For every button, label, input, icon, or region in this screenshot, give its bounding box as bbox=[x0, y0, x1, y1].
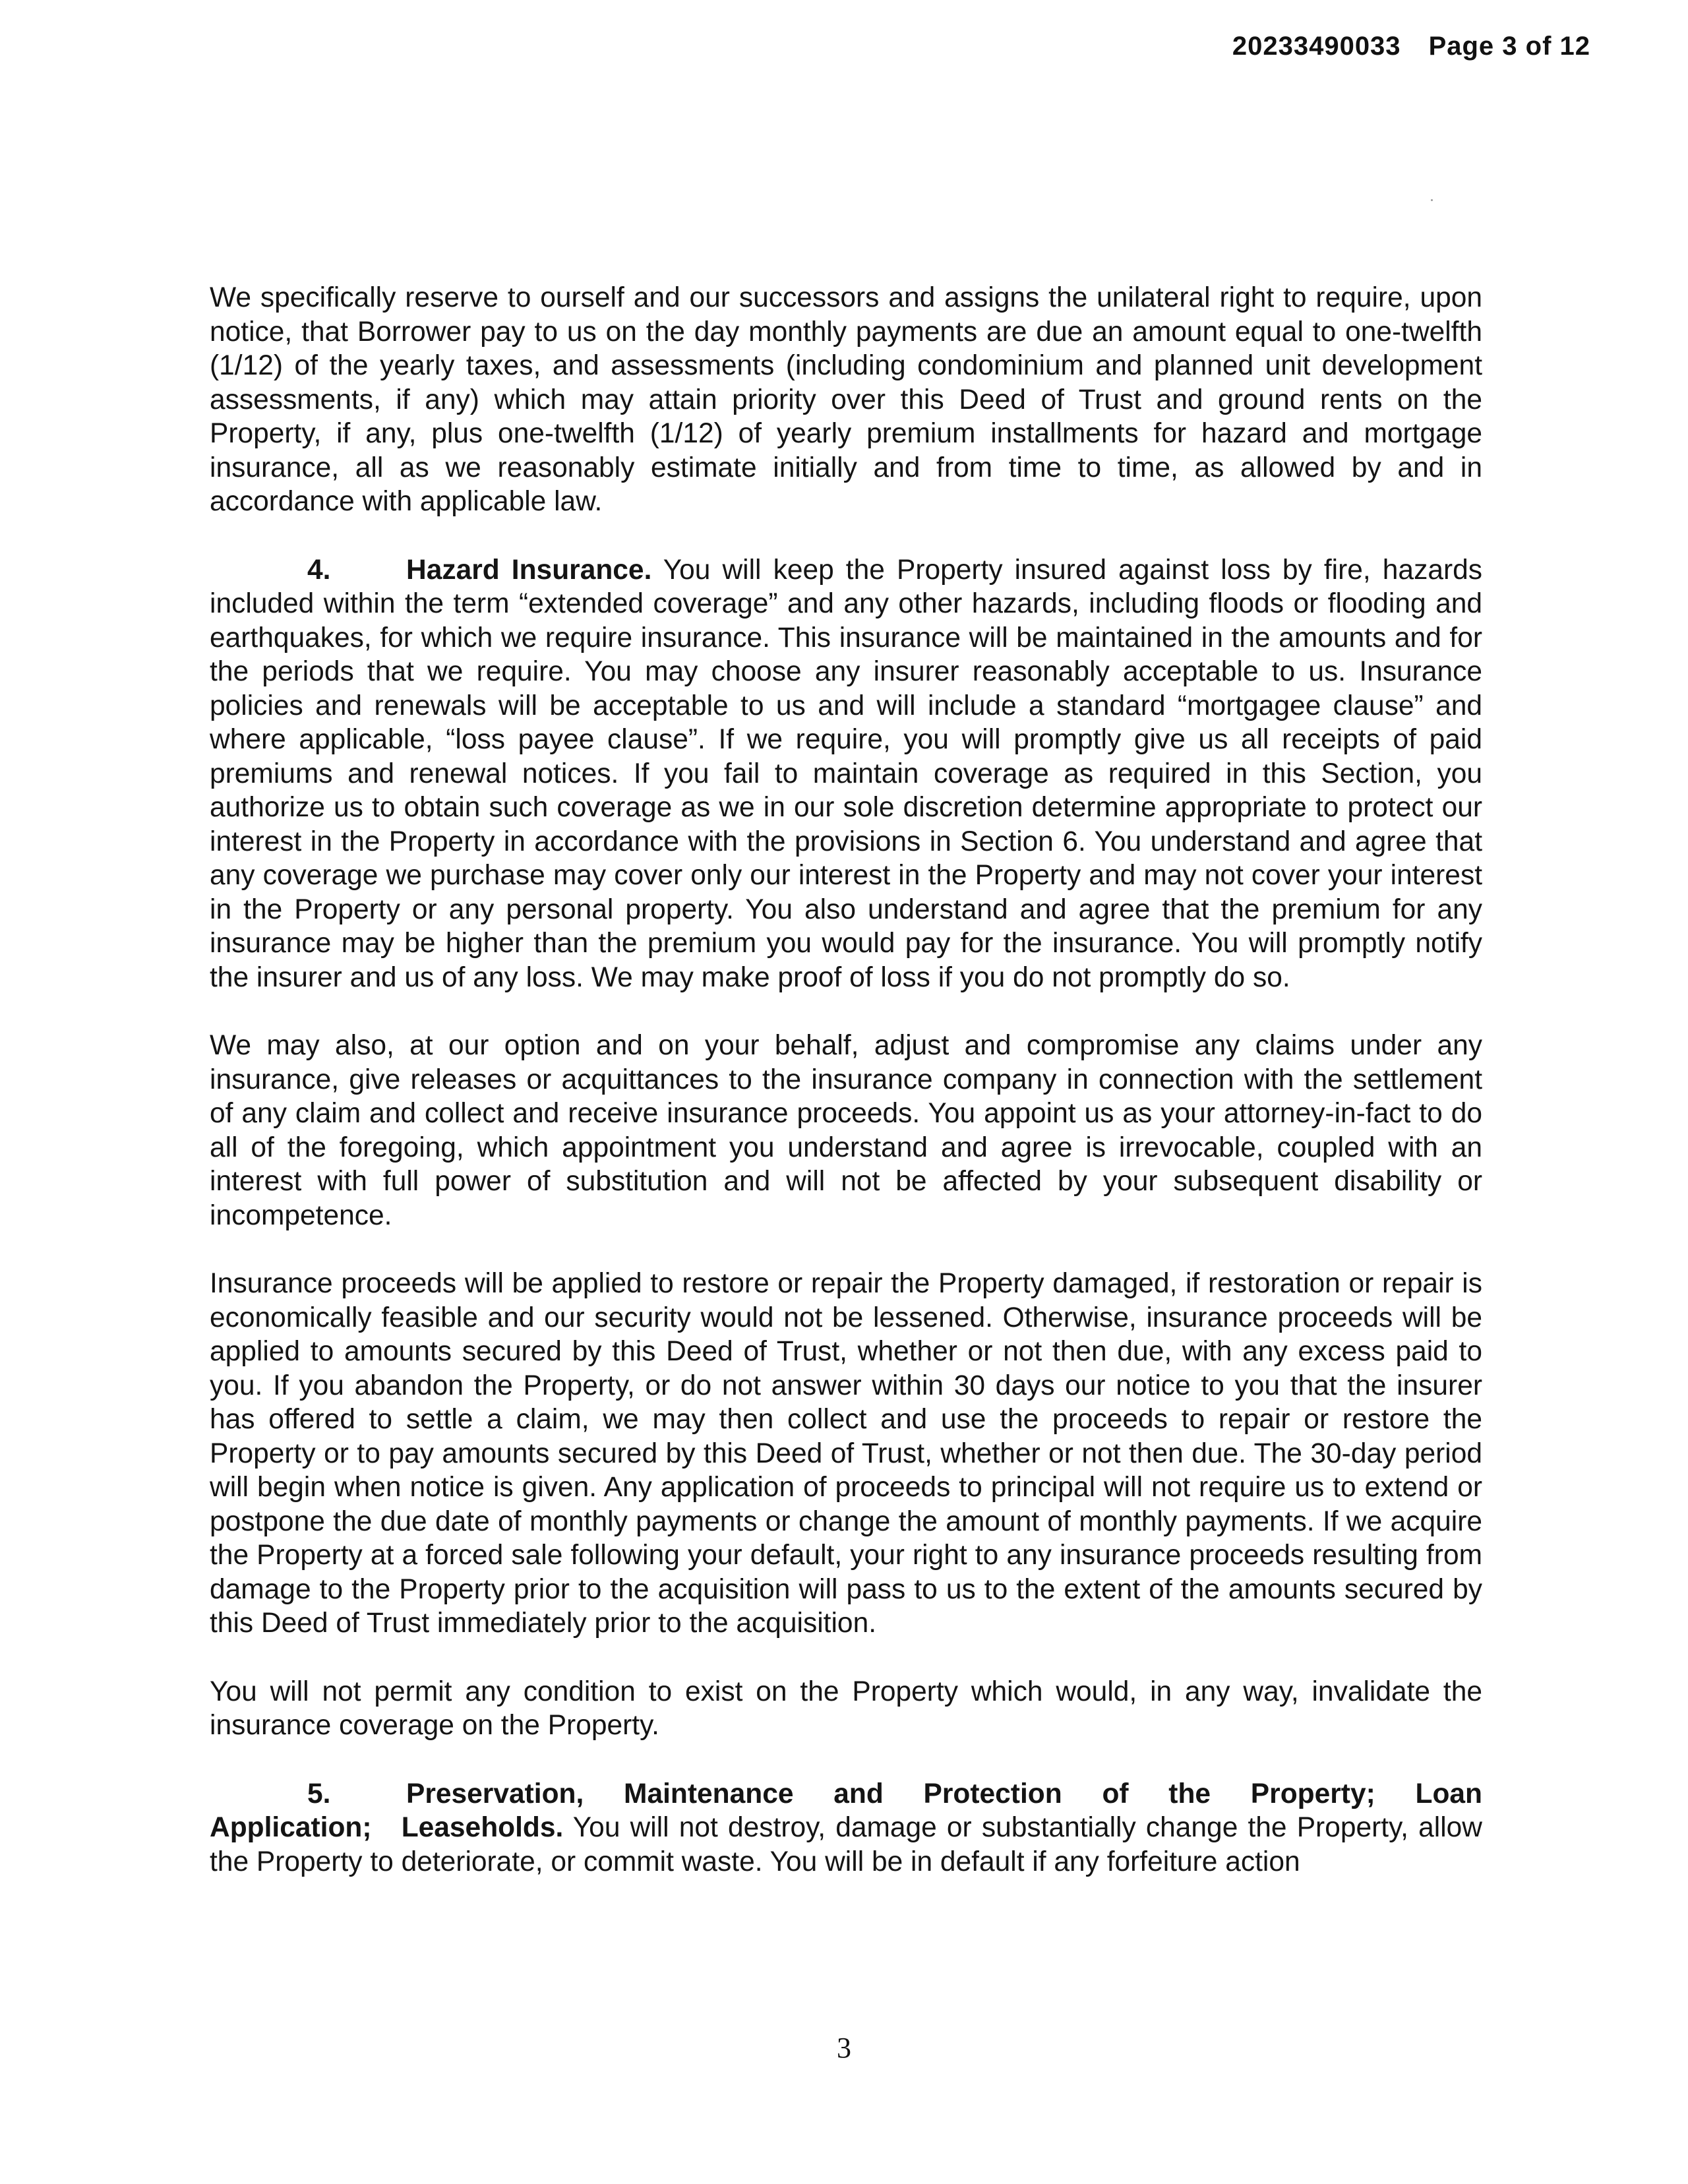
section-4-paragraph bbox=[210, 553, 1482, 995]
section-5-text: You will not destroy, damage or substantially change the Property, allow the Property to deteriorate, or commit waste. You will be in default if any forfeiture action bbox=[210, 1812, 1482, 1877]
insurance-claims-paragraph: We may also, at our option and on your behalf, adjust and compromise any claims under any insurance, give releases or acquittances to the insurance company in connection with the settlement of any claim and collect and receive insurance proceeds. You appoint us as your attorney-in-fact to do all of the foregoing, which appointment you understand and agree is irrevocable, coupled with an interest with full power of substitution and will not be affected by your subsequent disability or incompetence. bbox=[210, 1030, 1482, 1231]
document-number: 20233490033 bbox=[1232, 32, 1401, 61]
escrow-reservation-paragraph: We specifically reserve to ourself and our successors and assigns the unilateral right to require, upon notice, that Borrower pay to us on the day monthly payments are due an amount equal to one-twelfth (1/12) of the yearly taxes, and assessments (including condominium and planned unit development assessments, if any) which may attain priority over this Deed of Trust and ground rents on the Property, if any, plus one-twelfth (1/12) of yearly premium installments for hazard and mortgage insurance, all as we reasonably estimate initially and from time to time, as allowed by and in accordance with applicable law. bbox=[210, 282, 1482, 517]
section-4-number: 4. bbox=[307, 554, 331, 586]
document-body bbox=[210, 281, 1482, 1913]
insurance-proceeds-paragraph: Insurance proceeds will be applied to restore or repair the Property damaged, if restoration or repair is economically feasible and our security would not be lessened. Otherwise, insurance proceeds will be applied to amounts secured by this Deed of Trust, whether or not then due, with any excess paid to you. If you abandon the Property, or do not answer within 30 days our notice to you that the insurer has offered to settle a claim, we may then collect and use the proceeds to repair or restore the Property or to pay amounts secured by this Deed of Trust, whether or not then due. The 30-day period will begin when notice is given. Any application of proceeds to principal will not require us to extend or postpone the due date of monthly payments or change the amount of monthly payments. If we acquire the Property at a forced sale following your default, your right to any insurance proceeds resulting from damage to the Property prior to the acquisition will pass to us to the extent of the amounts secured by this Deed of Trust immediately prior to the acquisition. bbox=[210, 1268, 1482, 1639]
insurance-coverage-paragraph: You will not permit any condition to exist on the Property which would, in any way, invalidate the insurance coverage on the Property. bbox=[210, 1676, 1482, 1741]
section-5-title: Preservation, Maintenance and Protection of the Property; Loan Application; Leaseholds. bbox=[210, 1778, 1482, 1843]
section-4-text: You will keep the Property insured against loss by fire, hazards included within the term “extended coverage” and any other hazards, including floods or flooding and earthquakes, for which we require insurance. This insurance will be maintained in the amounts and for the periods that we require. You may choose any insurer reasonably acceptable to us. Insurance policies and renewals will be acceptable to us and will include a standard “mortgagee clause” and where applicable, “loss payee clause”. If we require, you will promptly give us all receipts of paid premiums and renewal notices. If you fail to maintain coverage as required in this Section, you authorize us to obtain such coverage as we in our sole discretion determine appropriate to protect our interest in the Property in accordance with the provisions in Section 6. You understand and agree that any coverage we purchase may cover only our interest in the Property and may not cover your interest in the Property or any personal property. You also understand and agree that the premium for any insurance may be higher than the premium you would pay for the insurance. You will promptly notify the insurer and us of any loss. We may make proof of loss if you do not promptly do so. bbox=[210, 554, 1482, 993]
scan-speck bbox=[1431, 199, 1433, 201]
section-5-number: 5. bbox=[307, 1778, 331, 1809]
page-count-label: Page 3 of 12 bbox=[1428, 32, 1590, 61]
section-5-paragraph bbox=[210, 1777, 1482, 1879]
section-4-title: Hazard Insurance. bbox=[406, 554, 652, 586]
page-number: 3 bbox=[837, 2032, 851, 2064]
page-header bbox=[1232, 32, 1590, 61]
